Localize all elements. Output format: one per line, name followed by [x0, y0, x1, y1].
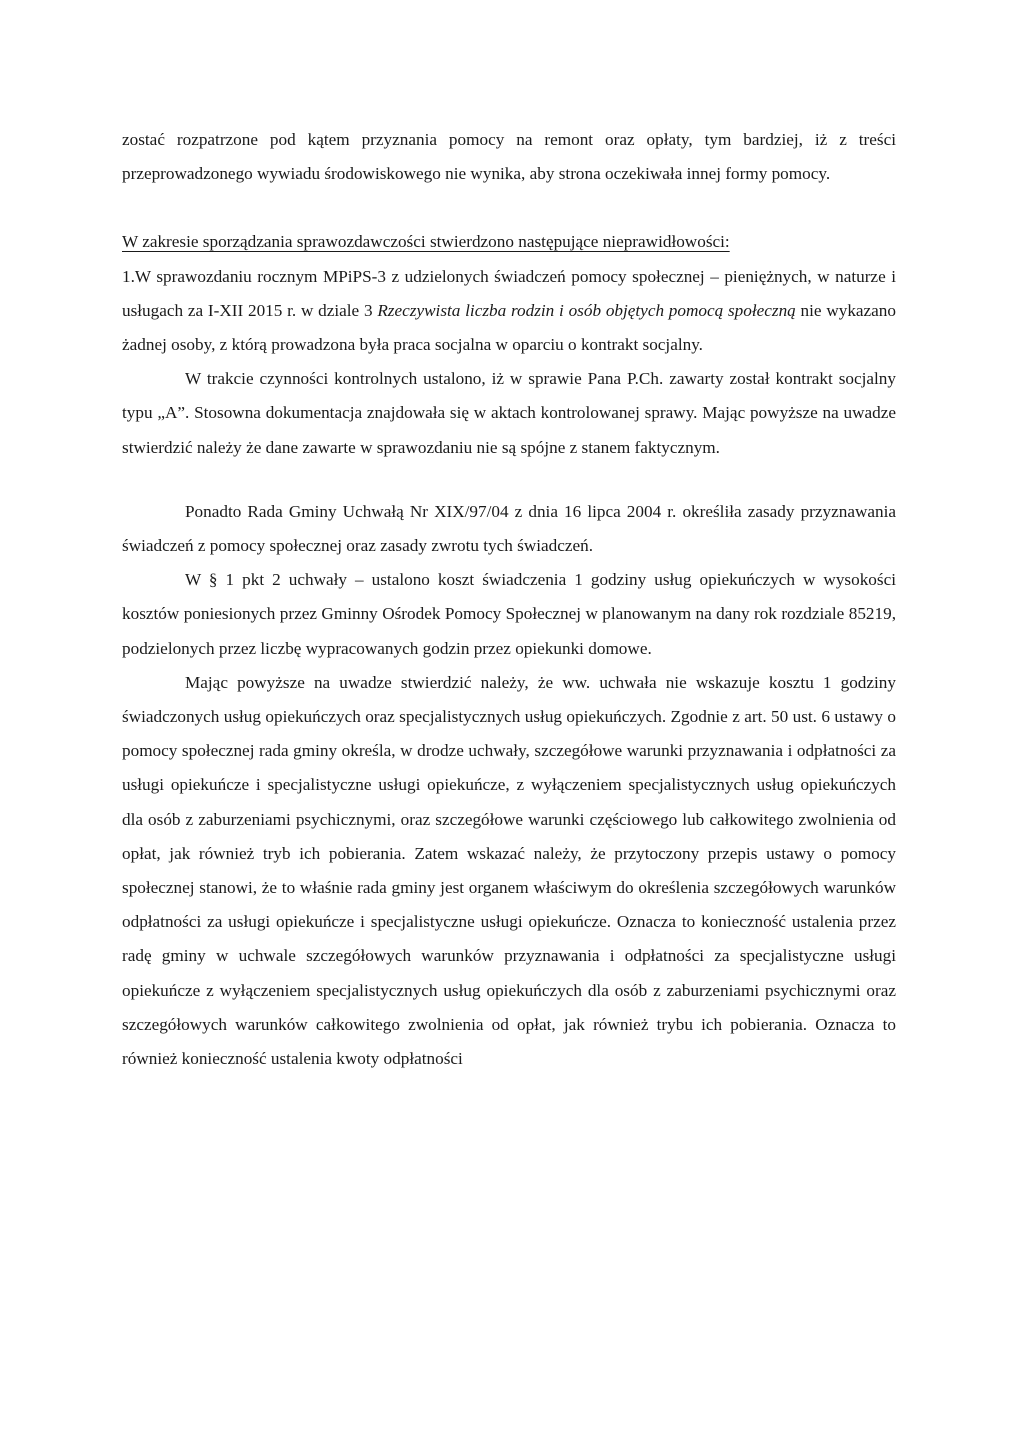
intro-paragraph: zostać rozpatrzone pod kątem przyznania pomocy na remont oraz opłaty, tym bardziej, iż z treści przeprowadzonego wywiadu środowiskowego nie wynika, aby strona oczekiwała innej formy pomocy. — [122, 130, 896, 184]
paragraph-conclusion: Mając powyższe na uwadze stwierdzić należy, że ww. uchwała nie wskazuje kosztu 1 godziny świadczonych usług opiekuńczych oraz specjalistycznych usług opiekuńczych. Zgodnie z art. 50 ust. 6 ustawy o pomocy społecznej rada gminy określa, w drodze uchwały, szczegółowe warunki przyznawania i odpłatności za usługi opiekuńcze i specjalistyczne usługi opiekuńcze, z wyłączeniem specjalistycznych usług opiekuńczych dla osób z zaburzeniami psychicznymi, oraz szczegółowe warunki częściowego lub całkowitego zwolnienia od opłat, jak również tryb ich pobierania. Zatem wskazać należy, że przytoczony przepis ustawy o pomocy społecznej stanowi, że to właśnie rada gminy jest organem właściwym do określenia szczegółowych warunków odpłatności za usługi opiekuńcze i specjalistyczne usługi opiekuńcze. Oznacza to konieczność ustalenia przez radę gminy w uchwale szczegółowych warunków przyznawania i odpłatności za specjalistyczne usługi opiekuńcze z wyłączeniem specjalistycznych usług opiekuńczych dla osób z zaburzeniami psychicznymi oraz szczegółowych warunków całkowitego zwolnienia od opłat, jak również trybu ich pobierania. Oznacza to również konieczność ustalenia kwoty odpłatności — [122, 672, 896, 1069]
finding-item-1-italic: Rzeczywista liczba rodzin i osób objętych pomocą społeczną — [377, 300, 796, 320]
paragraph-kontrakt: W trakcie czynności kontrolnych ustalono, iż w sprawie Pana P.Ch. zawarty został kontrakt socjalny typu „A”. Stosowna dokumentacja znajdowała się w aktach kontrolowanej sprawy. Mając powyższe na uwadze stwierdzić należy że dane zawarte w sprawozdaniu nie są spójne z stanem faktycznym. — [122, 369, 896, 457]
spacer — [122, 191, 896, 225]
document-body — [122, 123, 896, 1076]
section-heading-text: W zakresie sporządzania sprawozdawczości stwierdzono następujące nieprawidłowości: — [122, 232, 730, 252]
finding-item-1-lead: 1.W sprawozdaniu rocznym MPiPS-3 z udzielonych świadczeń pomocy społecznej – pieniężnych, w naturze i usługach za I-XII 2015 r. w dziale 3 — [122, 266, 896, 320]
paragraph-uchwala: Ponadto Rada Gminy Uchwałą Nr XIX/97/04 z dnia 16 lipca 2004 r. określiła zasady przyznawania świadczeń z pomocy społecznej oraz zasady zwrotu tych świadczeń. — [122, 501, 896, 556]
paragraph-koszt: W § 1 pkt 2 uchwały – ustalono koszt świadczenia 1 godziny usług opiekuńczych w wysokości kosztów poniesionych przez Gminny Ośrodek Pomocy Społecznej w planowanym na dany rok rozdziale 85219, podzielonych przez liczbę wypracowanych godzin przez opiekunki domowe. — [122, 570, 896, 658]
finding-item-1 — [122, 260, 896, 363]
spacer — [122, 465, 896, 495]
finding-item-1-tail: nie wykazano żadnej osoby, z którą prowadzona była praca socjalna w oparciu o kontrakt socjalny. — [122, 300, 896, 355]
section-heading — [122, 225, 896, 259]
